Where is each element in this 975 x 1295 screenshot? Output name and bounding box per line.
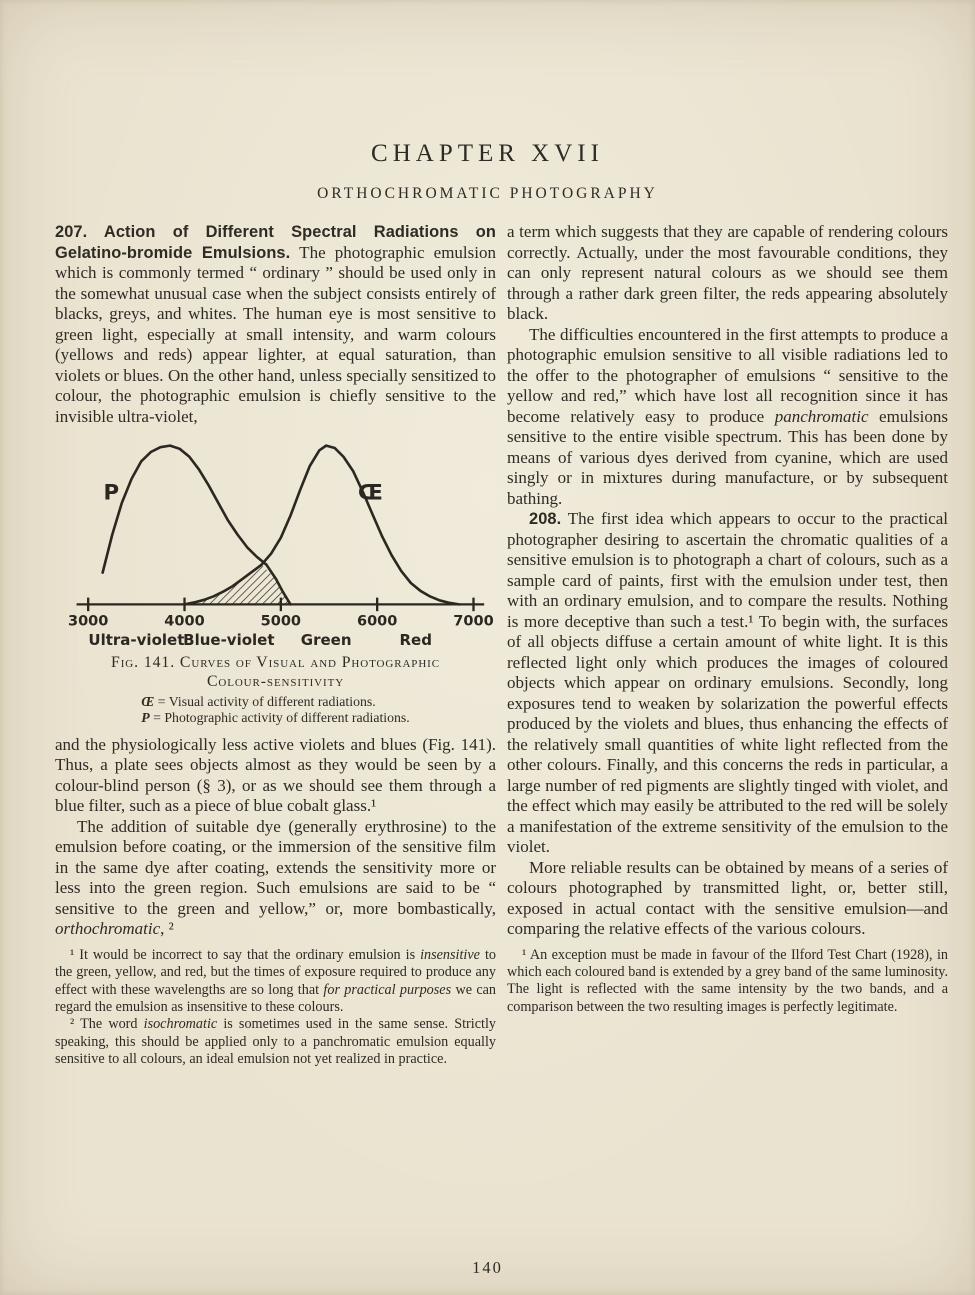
paragraph-dye-text-1: The addition of suitable dye (generally erythrosine) to the emulsion before coating, or the immersion of the sensitive film in the same dye after coating, extends the sensitivity more or less into the green region. Such emulsions are said to be “ sensitive to the green and yellow,” or, more bombastically, <box>55 816 496 918</box>
paragraph-violets: and the physiologically less active violets and blues (Fig. 141). Thus, a plate sees objects almost as they would be seen by a colour-blind person (§ 3), or as we should see them through a blue filter, such as a piece of blue cobalt glass.¹ <box>55 734 496 816</box>
x-tick-label-7000: 7000 <box>452 613 494 630</box>
footnote-1-italic-1: insensitive <box>420 946 480 963</box>
paragraph-difficulties-text-1: The difficulties encountered in the first attempts to produce a photographic emulsion sensitive to all visible radiations led to the offer to the photographer of emulsions “ sensitive to the yellow and red,” which have lost all recognition since it has become relatively easy to produce <box>507 324 948 426</box>
region-label-ultra-violet: Ultra-violet <box>87 631 184 650</box>
legend-symbol-p: P <box>141 710 150 726</box>
figure-legend <box>141 694 409 727</box>
overlap-hatch-area <box>184 565 290 605</box>
right-column <box>507 222 948 1069</box>
paragraph-207-text: The photographic emulsion which is commonly termed “ ordinary ” should be used only in the somewhat unusual case when the subject consists entirely of blacks, greys, and whites. The human eye is most sensitive to green light, especially at small intensity, and warm colours (yellows and reds) appear lighter, at equal saturation, than violets or blues. On the other hand, unless specially sensitized to colour, the photographic emulsion is chiefly sensitive to the invisible ultra-violet, <box>55 242 496 426</box>
page-number: 140 <box>472 1258 503 1277</box>
paragraph-reliable: More reliable results can be obtained by means of a series of colours photographed by transmitted light, or, better still, exposed in actual contact with the sensitive emulsion—and comparing the relative effects of the various colours. <box>507 857 948 938</box>
paragraph-difficulties <box>507 325 948 510</box>
paragraph-208-text: The first idea which appears to occur to the practical photographer desiring to ascertain the chromatic qualities of a sensitive emulsion is to photograph a chart of colours, such as a sample card of paints, first with the emulsion under test, then with an ordinary emulsion, and to compare the results. Nothing is more deceptive than such a test.¹ To begin with, the surfaces of all objects diffuse a certain amount of white light. It is this reflected light only which produces the images of coloured objects which appear on ordinary emulsions. Secondly, long exposures tend to weaken by solarization the powerful effects produced by the violets and blues, thus enhancing the effects of the relatively small quantities of white light reflected from the other colours. Finally, and this concerns the reds in particular, a large number of red pigments are slightly tinged with violet, and the effect which may easily be attributed to the red will be solely a manifestation of the extreme sensitivity of the emulsion to the violet. <box>507 509 948 856</box>
paragraph-dye-italic: orthochromatic <box>55 919 161 939</box>
footnote-2-text-1: ² The word <box>70 1016 144 1033</box>
paragraph-208 <box>507 509 948 858</box>
legend-text-photographic: = Photographic activity of different radiations. <box>149 710 410 726</box>
figure-caption-line2: Colour-sensitivity <box>206 672 345 690</box>
left-footnotes <box>55 947 496 1069</box>
section-207-heading: 207. Action of Different Spectral Radiations on Gelatino-bromide Emulsions. <box>55 223 496 262</box>
footnote-1 <box>55 947 496 1017</box>
region-label-red: Red <box>398 631 432 650</box>
figure-caption-line1: Fig. 141. Curves of Visual and Photographic <box>111 653 440 671</box>
paragraph-difficulties-italic: panchromatic <box>774 406 869 426</box>
footnote-1-italic-2: for practical purposes <box>323 981 452 998</box>
figure-caption <box>55 653 496 727</box>
two-column-layout <box>0 203 975 1069</box>
chapter-subtitle: ORTHOCHROMATIC PHOTOGRAPHY <box>317 185 658 202</box>
paragraph-dye <box>55 817 496 940</box>
footnote-ilford: ¹ An exception must be made in favour of the Ilford Test Chart (1928), in which each coloured band is extended by a grey band of the same luminosity. The light is reflected with the same intensity by the two bands, and a comparison between the two resulting images is perfectly legitimate. <box>507 946 948 1015</box>
region-label-blue-violet: Blue-violet <box>182 631 275 650</box>
footnote-2 <box>55 1016 496 1068</box>
curve-label-visual: Œ <box>357 480 383 506</box>
region-label-green: Green <box>300 631 352 650</box>
paragraph-dye-text-2: , ² <box>160 919 174 939</box>
x-tick-label-6000: 6000 <box>356 613 397 630</box>
curve-label-photographic: P <box>103 480 119 506</box>
legend-visual <box>141 694 409 711</box>
footnote-1-text-3: we can regard the emulsion as insensitive to these colours. <box>55 981 497 1016</box>
x-tick-label-5000: 5000 <box>260 613 301 630</box>
right-footnotes <box>507 947 948 1017</box>
legend-symbol-oe: Œ <box>141 693 155 709</box>
paragraph-difficulties-text-2: emulsions sensitive to the entire visible spectrum. This has been done by means of various dyes derived from cyanine, which are used singly or in mixtures during manufacture, or by subsequent bathing. <box>507 406 948 508</box>
sensitivity-curves-chart <box>63 434 494 653</box>
paragraph-term: a term which suggests that they are capable of rendering colours correctly. Actually, under the most favourable conditions, they can only represent natural colours as we should see them through a rather dark green filter, the reds appearing absolutely black. <box>507 222 948 323</box>
chapter-title: CHAPTER XVII <box>371 140 604 167</box>
x-tick-label-3000: 3000 <box>67 613 108 630</box>
x-tick-label-4000: 4000 <box>163 613 205 630</box>
legend-text-visual: = Visual activity of different radiations. <box>154 693 376 709</box>
section-208-number: 208. <box>529 510 562 528</box>
footnote-2-italic: isochromatic <box>143 1016 218 1033</box>
curve-visual <box>184 446 459 605</box>
paragraph-207 <box>55 222 496 427</box>
footnote-2-text-2: is sometimes used in the same sense. Strictly speaking, this should be applied only to a panchromatic emulsion equally sensitive to all colours, an ideal emulsion not yet realized in practice. <box>55 1016 496 1068</box>
figure-141 <box>55 434 496 727</box>
footnote-1-text-1: ¹ It would be incorrect to say that the ordinary emulsion is <box>70 946 421 963</box>
left-column <box>55 222 496 1069</box>
legend-photographic <box>141 710 409 727</box>
footnote-1-text-2: to the green, yellow, and red, but the times of exposure required to produce any effect with these wavelengths are so long that <box>55 946 496 998</box>
